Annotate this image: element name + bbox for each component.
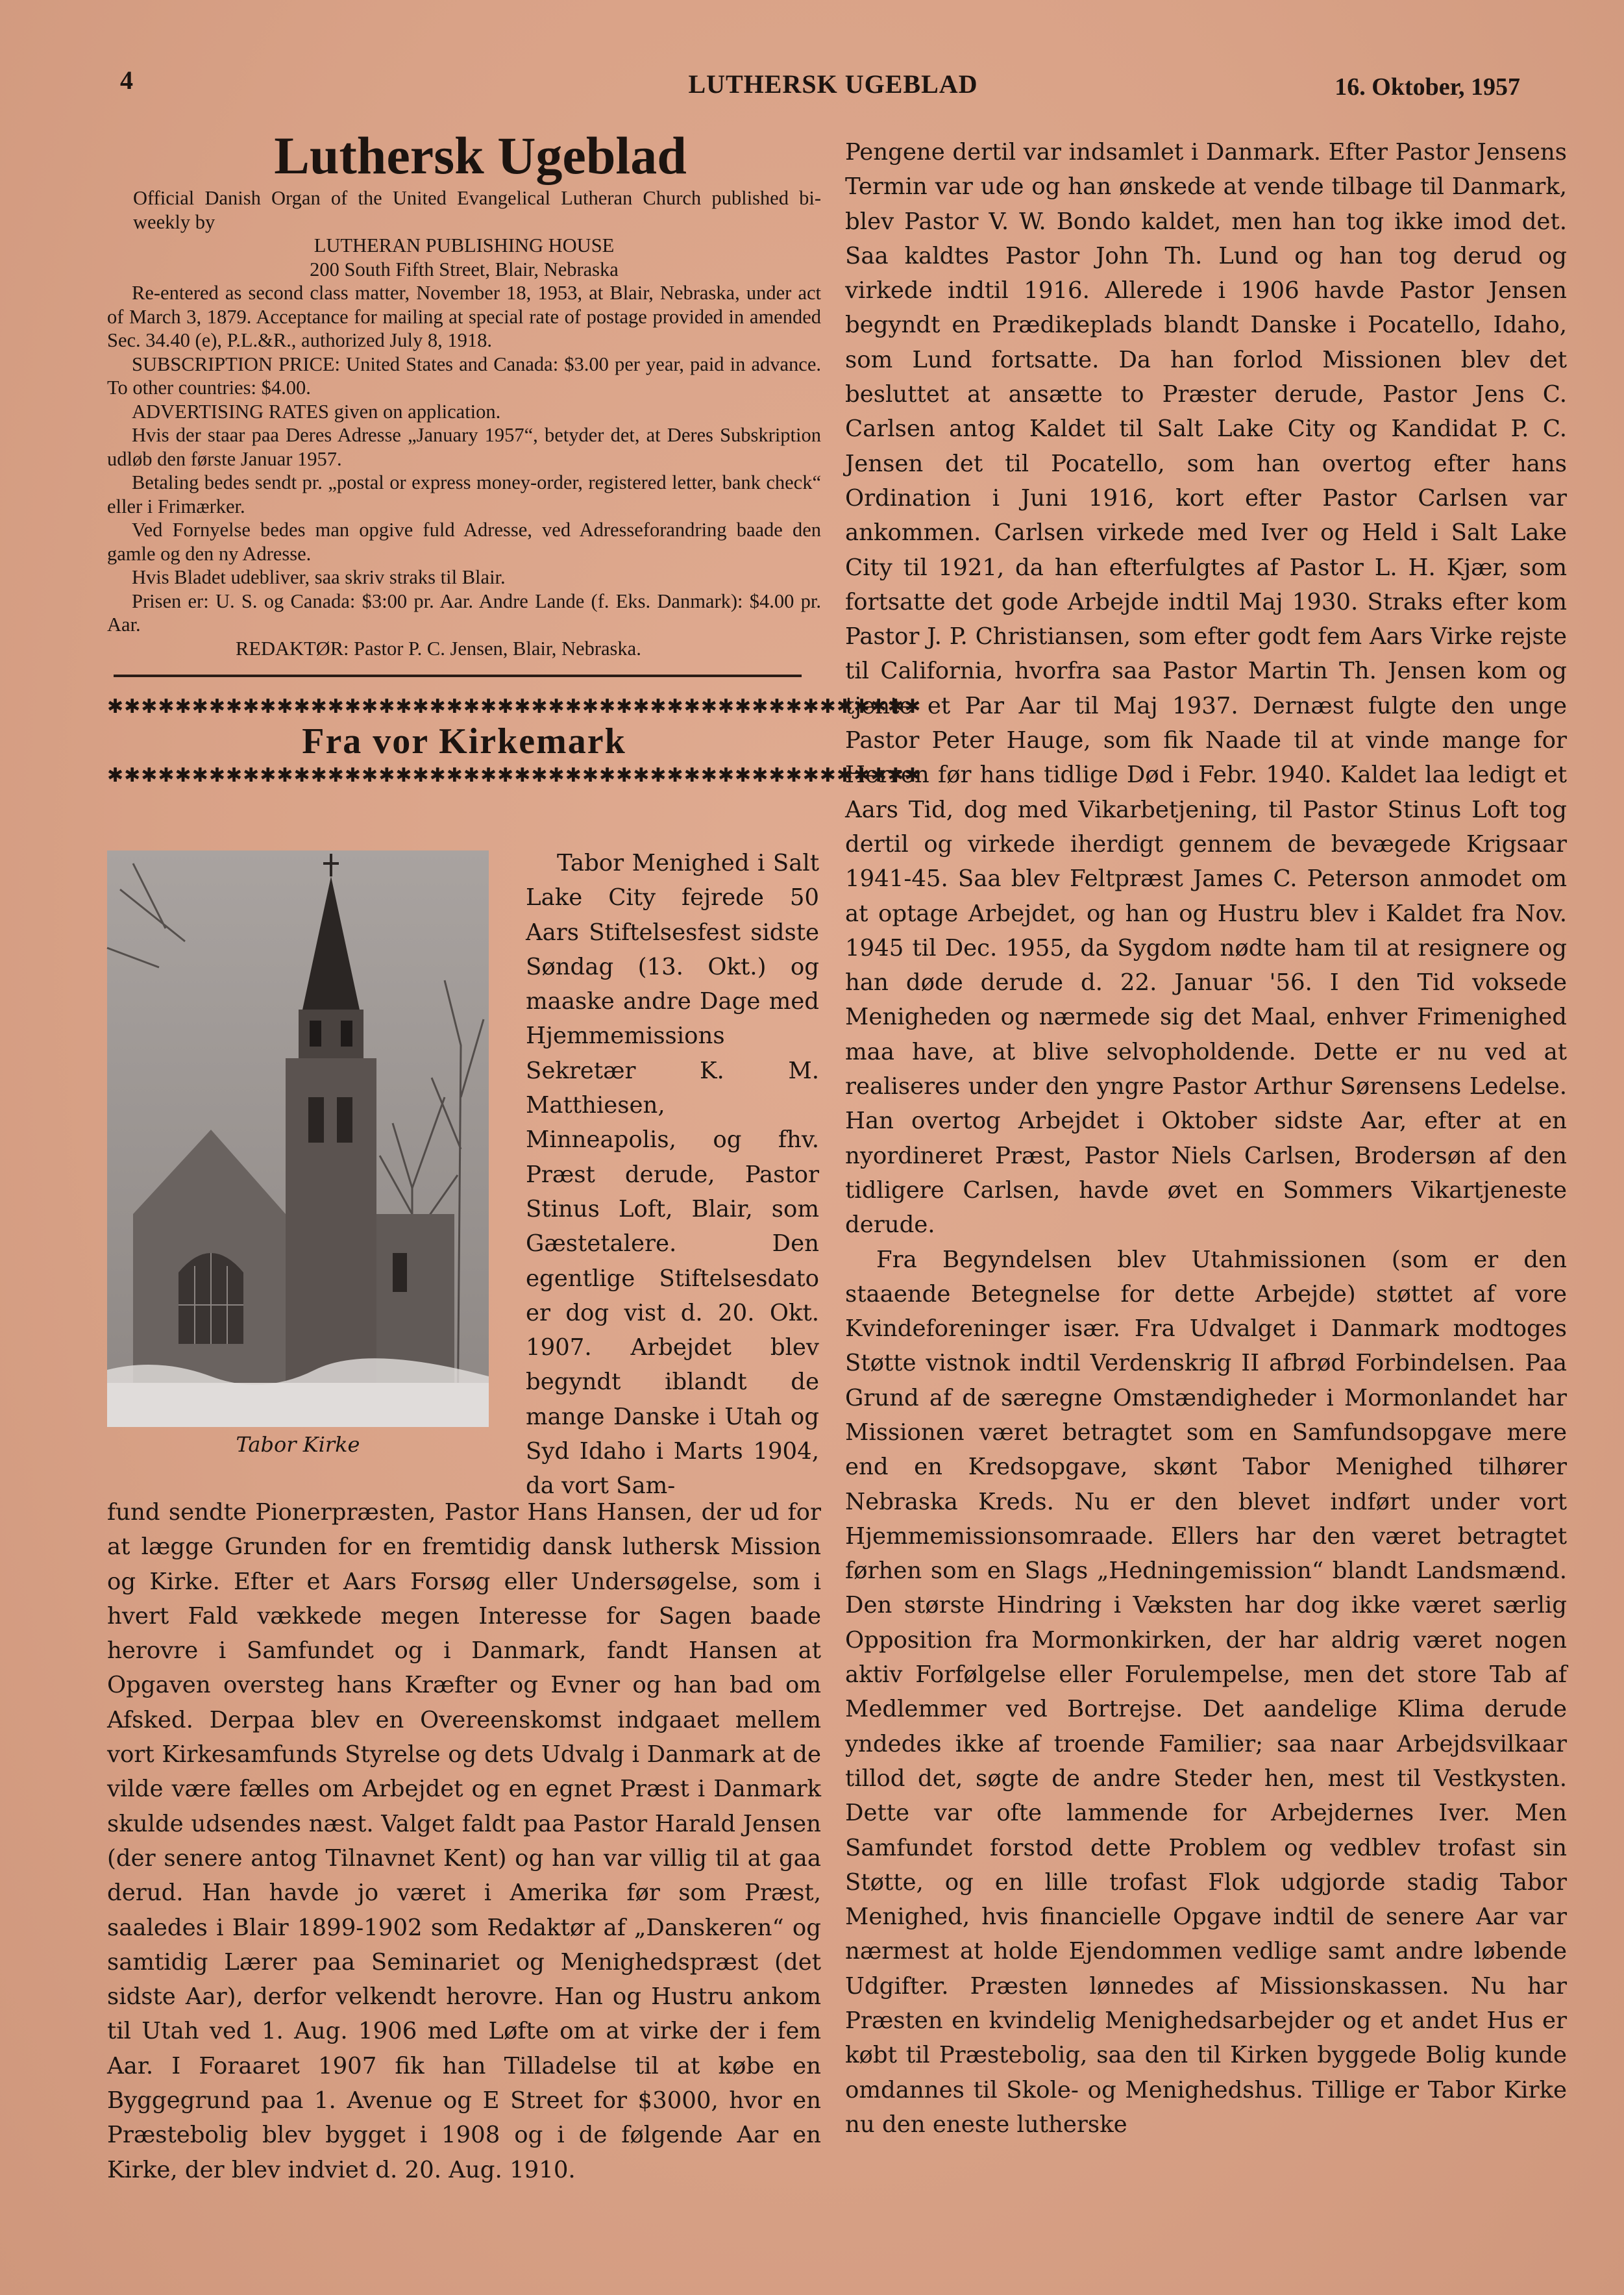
imprint-line: Hvis der staar paa Deres Adresse „January 1957“, betyder det, at Deres Subskription udløb den første Januar 1957.: [107, 424, 821, 470]
article-text-beside-photo: [526, 846, 819, 1504]
article-paragraph: Tabor Menighed i Salt Lake City fejrede 50 Aars Stiftelsesfest sidste Søndag (13. Okt.) og maaske andre Dage med Hjemmemissions Sekretær K. M. Matthiesen, Minneapolis, og fhv. Præst derude, Pastor Stinus Loft, Blair, som Gæstetalere. Den egentlige Stiftelsesdato er dog vist d. 20. Okt. 1907. Arbejdet blev begyndt iblandt de mange Danske i Utah og Syd Idaho i Marts 1904, da vort Sam-: [526, 850, 819, 1500]
church-photo-image: [107, 850, 489, 1427]
masthead-imprint: [107, 186, 821, 660]
masthead-title: Luthersk Ugeblad: [274, 126, 687, 185]
running-head-title: LUTHERSK UGEBLAD: [688, 69, 978, 99]
imprint-line: Re-entered as second class matter, November 18, 1953, at Blair, Nebraska, under act of March 3, 1879. Acceptance for mailing at special rate of postage provided in amended Sec. 34.40 (e), P.L.&R., authorized July 8, 1918.: [107, 282, 821, 351]
imprint-line: Prisen er: U. S. og Canada: $3:00 pr. Aar. Andre Lande (f. Eks. Danmark): $4.00 pr. Aar.: [107, 589, 821, 636]
subscription-price: SUBSCRIPTION PRICE: United States and Canada: $3.00 per year, paid in advance. To other countries: $4.00.: [107, 353, 821, 399]
left-column: [107, 126, 922, 789]
article-text-below-photo: fund sendte Pionerpræsten, Pastor Hans Hansen, der ud for at lægge Grunden for en fremtidig dansk luthersk Mission og Kirke. Efter et Aars Forsøg eller Undersøgelse, som i hvert Fald vækkede megen Interesse for Sagen baade herovre i Samfundet og i Danmark, fandt Hansen at Opgaven oversteg hans Kræfter og Evner og han bad om Afsked. Derpaa blev en Overeenskomst indgaaet mellem vort Kirkesamfunds Styrelse og dets Udvalg i Danmark at de vilde være fælles om Arbejdet og en egnet Præst i Danmark skulde udsendes næst. Valget faldt paa Pastor Harald Jensen (der senere antog Tilnavnet Kent) og han var villig til at gaa derud. Han havde jo været i Amerika før som Præst, saaledes i Blair 1899-1902 som Redaktør af „Danskeren“ og samtidig Lærer paa Seminariet og Menighedspræst (det sidste Aar), derfor velkendt herovre. Han og Hustru ankom til Utah ved 1. Aug. 1906 med Løfte om at virke der i fem Aar. I Foraaret 1907 fik han Tilladelse til at købe en Byggegrund paa 1. Avenue og E Street for $3000, hvor en Præstebolig blev bygget i 1908 og i de følgende Aar en Kirke, der blev indviet d. 20. Aug. 1910.: [107, 1499, 821, 2183]
page-number: 4: [120, 66, 133, 95]
star-border-bottom: ✱✱✱✱✱✱✱✱✱✱✱✱✱✱✱✱✱✱✱✱✱✱✱✱✱✱✱✱✱✱✱✱✱✱✱✱✱✱✱✱✱✱✱✱✱✱✱✱: [107, 764, 922, 787]
article-paragraph: Fra Begyndelsen blev Utahmissionen (som er den staaende Betegnelse for dette Arbejde) støttet af vore Kvindeforeninger især. Fra Udvalget i Danmark modtoges Støtte vistnok indtil Verdenskrig II afbrød Forbindelsen. Paa Grund af de særegne Omstændigheder i Mormonlandet har Missionen været betragtet som en Samfundsopgave mere end en Kredsopgave, skønt Tabor Menighed tilhører Nebraska Kreds. Nu er den blevet indført under vort Hjemmemissionsomraade. Ellers har den været betragtet førhen som en Slags „Hedningemission“ blandt Landsmænd. Den største Hindring i Væksten har dog ikke været særlig Opposition fra Mormonkirken, der har aldrig været nogen aktiv Forfølgelse eller Forulempelse, men det store Tab af Medlemmer ved Bortrejse. Det aandelige Klima derude yndedes ikke af troende Familier; saa naar Arbejdsvilkaar tillod det, søgte de andre Steder hen, mest til Vestkysten. Dette var ofte lammende for Arbejdernes Iver. Men Samfundet forstod dette Problem og vedblev trofast sin Støtte, og en lille trofast Flok udgjorde stadig Tabor Menighed, hvis financielle Opgave indtil de senere Aar var nærmest at holde Ejendommen vedlige samt andre løbende Udgifter. Præsten lønnedes af Missionskassen. Nu har Præsten en kvindelig Menighedsarbejder og et andet Hus er købt til Præstebolig, saa den til Kirken byggede Bolig kunde omdannes til Skole- og Menighedshus. Tillige er Tabor Kirke nu den eneste lutherske: [845, 1246, 1567, 2138]
advertising-rates: ADVERTISING RATES given on application.: [132, 400, 501, 423]
imprint-line: Hvis Bladet udebliver, saa skriv straks til Blair.: [132, 566, 506, 588]
photo-caption: Tabor Kirke: [236, 1432, 360, 1457]
divider-rule: [114, 675, 802, 677]
running-head: [107, 65, 1559, 110]
editor-line: REDAKTØR: Pastor P. C. Jensen, Blair, Nebraska.: [236, 637, 641, 660]
issue-date: 16. Oktober, 1957: [1335, 73, 1520, 101]
star-border-top: ✱✱✱✱✱✱✱✱✱✱✱✱✱✱✱✱✱✱✱✱✱✱✱✱✱✱✱✱✱✱✱✱✱✱✱✱✱✱✱✱✱✱✱✱✱✱✱✱: [107, 695, 922, 718]
imprint-line: Betaling bedes sendt pr. „postal or express money-order, registered letter, bank check“ eller i Frimærker.: [107, 471, 821, 517]
church-photo: [107, 850, 489, 1427]
publisher-name: LUTHERAN PUBLISHING HOUSE: [314, 234, 615, 256]
article-text-right: [845, 135, 1567, 2142]
section-title: Fra vor Kirkemark: [302, 721, 626, 762]
article-paragraph: Pengene dertil var indsamlet i Danmark. Efter Pastor Jensens Termin var ude og han ønskede at vende tilbage til Danmark, blev Pastor V. W. Bondo kaldet, men han tog ikke imod det. Saa kaldtes Pastor John Th. Lund og han tog derud og virkede indtil 1916. Allerede i 1906 havde Pastor Jensen begyndt en Prædikeplads blandt Danske i Pocatello, Idaho, som Lund fortsatte. Da han forlod Missionen blev det besluttet at ansætte to Præster derude, Pastor Jens C. Carlsen antog Kaldet til Salt Lake City og Kandidat P. C. Jensen det til Pocatello, som han overtog efter hans Ordination i Juni 1916, kort efter Pastor Carlsen var ankommen. Carlsen virkede med Iver og Held i Salt Lake City til 1921, da han efterfulgtes af Pastor L. H. Kjær, som fortsatte det gode Arbejde indtil Maj 1930. Straks efter kom Pastor J. P. Christiansen, som efter godt fem Aars Virke rejste til California, hvorfra saa Pastor Martin Th. Jensen kom og tjente et Par Aar til Maj 1937. Dernæst fulgte den unge Pastor Peter Hauge, som fik Naade til at vinde mange for Herren før hans tidlige Død i Febr. 1940. Kaldet laa ledigt et Aars Tid, dog med Vikarbetjening, til Pastor Stinus Loft tog dertil og virkede iherdigt gennem de bevægede Krigsaar 1941-45. Saa blev Feltpræst James C. Peterson anmodet om at optage Arbejdet, og han og Hustru blev i Kaldet fra Nov. 1945 til Dec. 1955, da Sygdom nødte ham til at resignere og han døde derude d. 22. Januar '56. I den Tid voksede Menigheden og nærmede sig det Maal, enhver Frimenighed maa have, at blive selvopholdende. Dette er nu ved at realiseres under den yngre Pastor Arthur Sørensens Ledelse. Han overtog Arbejdet i Oktober sidste Aar, efter at en nyordineret Præst, Pastor Niels Carlsen, Brodersøn af den tidligere Carlsen, havde øvet en Sommers Vikartjeneste derude.: [845, 139, 1567, 1239]
imprint-line: Ved Fornyelse bedes man opgive fuld Adresse, ved Adresseforandring baade den gamle og den ny Adresse.: [107, 519, 821, 565]
church-photo-figure: [107, 850, 489, 1457]
imprint-line: Official Danish Organ of the United Evangelical Lutheran Church published bi-weekly by: [133, 187, 821, 233]
publisher-address: 200 South Fifth Street, Blair, Nebraska: [310, 258, 619, 280]
right-column: [845, 135, 1567, 2142]
